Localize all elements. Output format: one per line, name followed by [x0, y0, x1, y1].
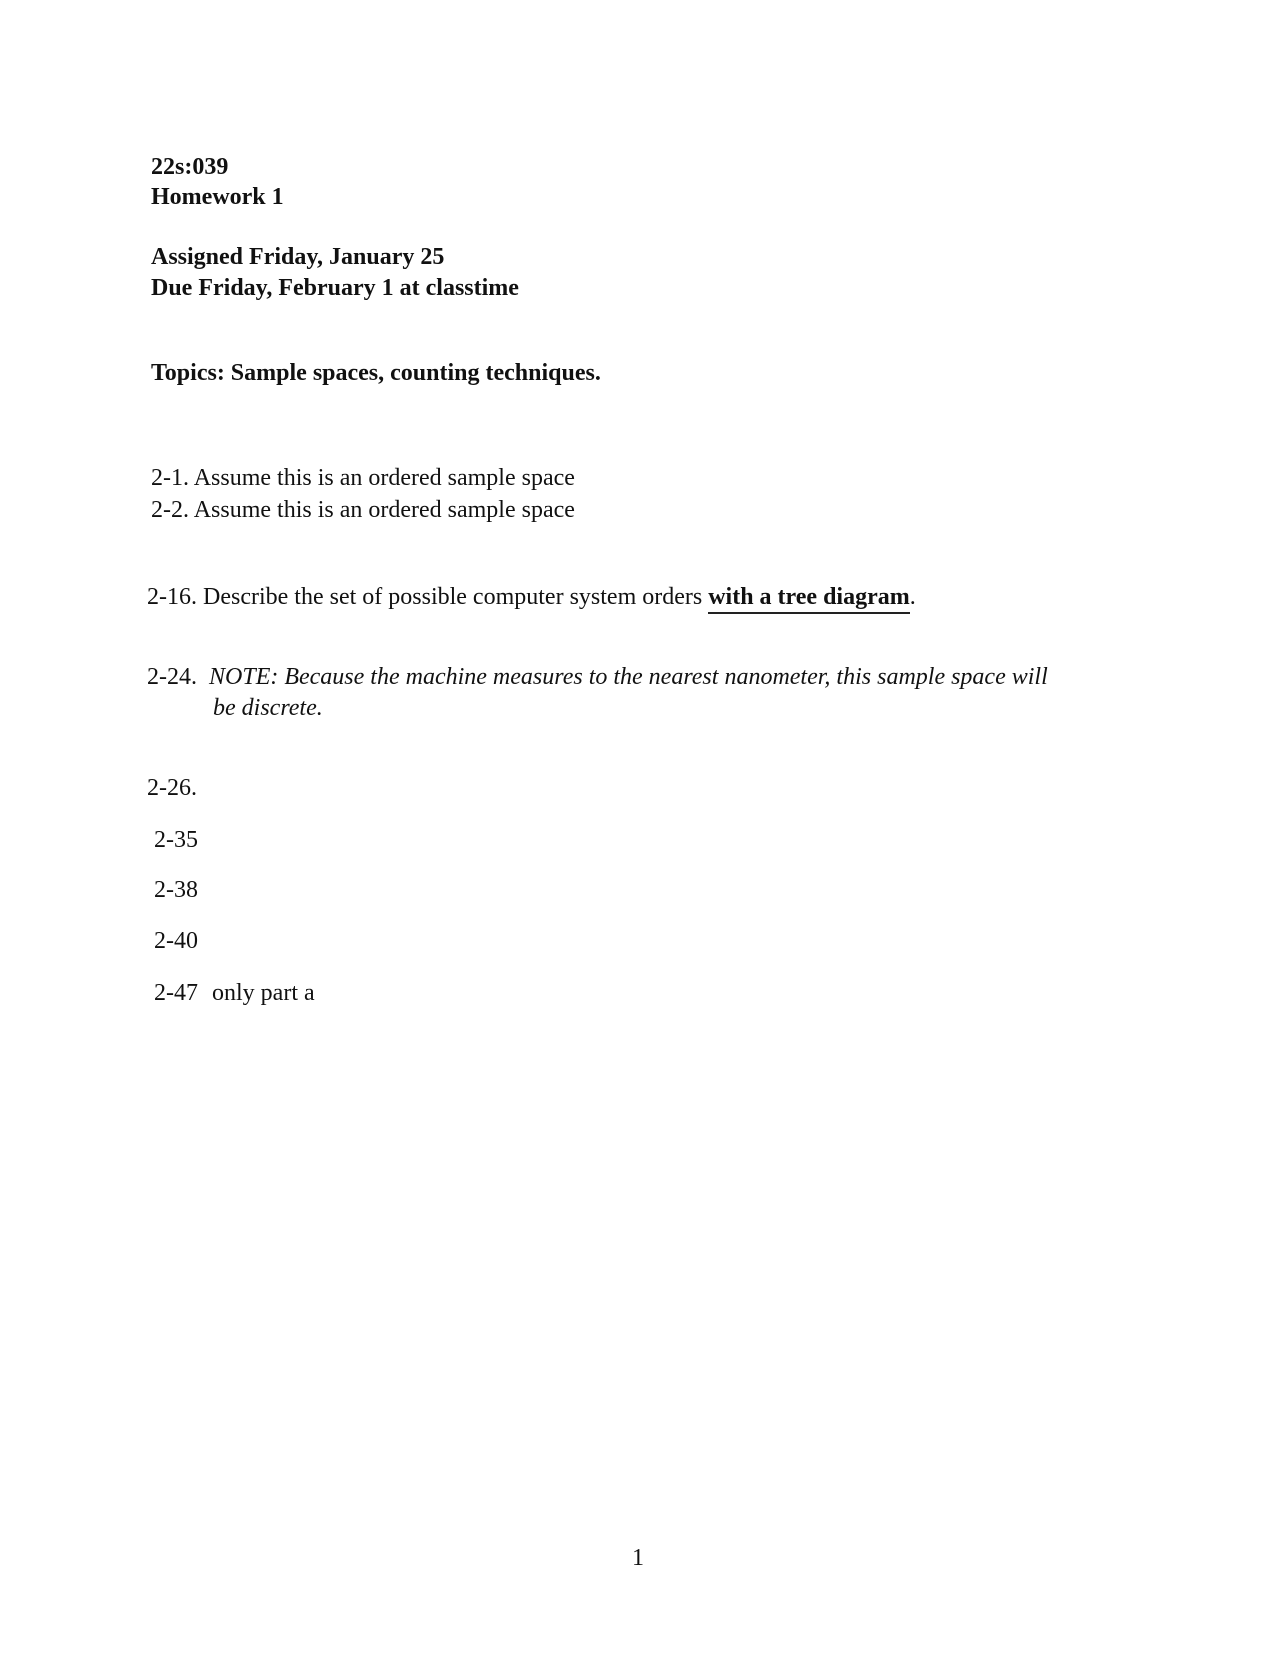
topics: Topics: Sample spaces, counting techniques.	[151, 360, 601, 386]
problem-2-1	[151, 463, 575, 493]
problem-text: Describe the set of possible computer system orders	[203, 584, 709, 610]
problem-2-16	[147, 582, 916, 612]
problem-2-26: 2-26.	[147, 775, 197, 801]
problem-number: 2-2.	[151, 497, 189, 523]
course-code: 22s:039	[151, 154, 229, 180]
problem-2-2	[151, 495, 575, 525]
due-date: Due Friday, February 1 at classtime	[151, 275, 519, 301]
assigned-date: Assigned Friday, January 25	[151, 244, 445, 270]
homework-title: Homework 1	[151, 184, 284, 210]
problem-2-40: 2-40	[154, 928, 198, 954]
problem-2-47	[154, 978, 315, 1008]
problem-text: Assume this is an ordered sample space	[193, 465, 575, 491]
problem-2-35: 2-35	[154, 827, 198, 853]
page-number: 1	[632, 1545, 644, 1571]
problem-number: 2-1.	[151, 465, 189, 491]
problem-text: Assume this is an ordered sample space	[193, 497, 575, 523]
problem-2-38: 2-38	[154, 877, 198, 903]
problem-text: only part a	[212, 980, 315, 1006]
problem-number: 2-16.	[147, 584, 197, 610]
problem-tail: .	[909, 584, 916, 610]
problem-2-24-continued: be discrete.	[213, 695, 323, 721]
problem-number: 2-24.	[147, 664, 197, 690]
problem-2-24	[147, 662, 1048, 692]
problem-emphasis: with a tree diagram	[708, 584, 910, 614]
problem-number: 2-47	[154, 980, 198, 1006]
problem-text: NOTE: Because the machine measures to the nearest nanometer, this sample space will	[209, 664, 1048, 690]
